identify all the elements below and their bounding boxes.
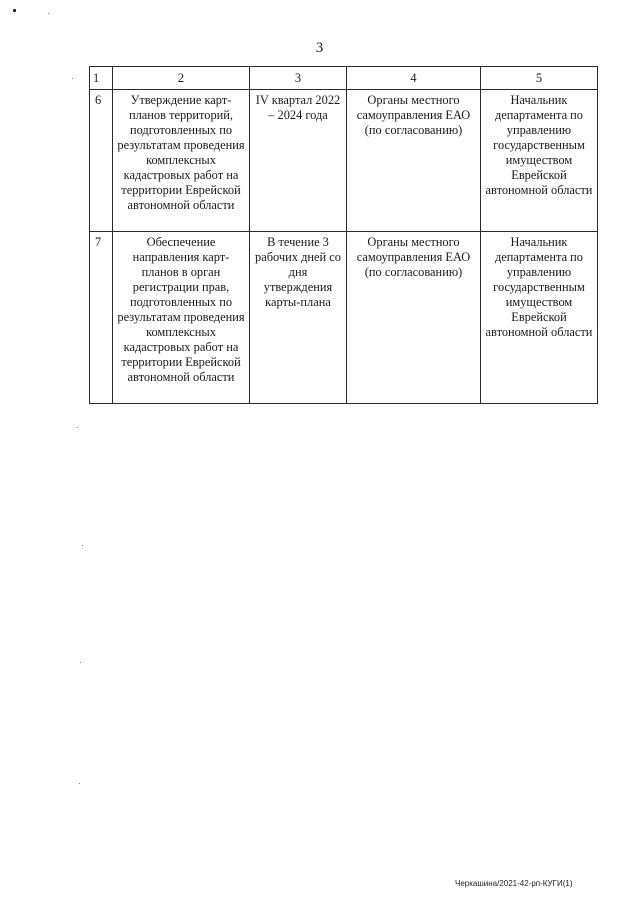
responsible-cell: Начальник департамента по управлению государственным имуществом Еврейской автономной области [481,232,598,404]
scan-speck [80,662,81,663]
activity-cell: Утверждение карт-планов территорий, подготовленных по результатам проведения комплексных кадастровых работ на территории Еврейской автономной области [113,90,250,232]
scan-speck [13,9,16,12]
page-number: 3 [315,40,324,56]
header-col-4: 4 [347,67,481,90]
scan-speck [82,545,83,546]
row-number: 7 [90,232,113,404]
header-col-2: 2 [113,67,250,90]
header-col-5: 5 [481,67,598,90]
scan-speck [79,783,80,784]
header-col-1: 1 [90,67,113,90]
row-number: 6 [90,90,113,232]
executor-cell: Органы местного самоуправления ЕАО (по согласованию) [347,232,481,404]
scan-speck [48,13,49,14]
table-row [90,90,598,232]
header-col-3: 3 [250,67,347,90]
scan-speck [72,78,73,79]
deadline-cell: IV квартал 2022 – 2024 года [250,90,347,232]
document-footer-id: Черкашина/2021-42-рп-КУГИ(1) [455,879,573,888]
table-header-row [90,67,598,90]
activity-cell: Обеспечение направления карт-планов в орган регистрации прав, подготовленных по результатам проведения комплексных кадастровых работ на территории Еврейской автономной области [113,232,250,404]
deadline-cell: В течение 3 рабочих дней со дня утверждения карты-плана [250,232,347,404]
table-row [90,232,598,404]
plan-table [89,66,598,404]
scan-speck [77,427,78,428]
responsible-cell: Начальник департамента по управлению государственным имуществом Еврейской автономной области [481,90,598,232]
executor-cell: Органы местного самоуправления ЕАО (по согласованию) [347,90,481,232]
